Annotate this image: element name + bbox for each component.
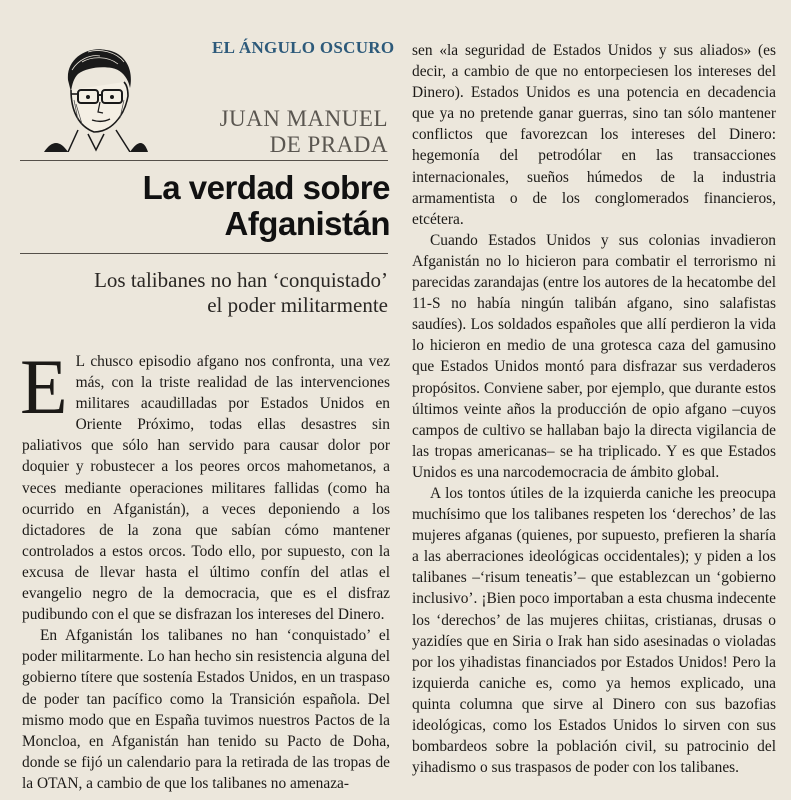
article-body-left	[20, 343, 390, 794]
paragraph-4: Cuando Estados Unidos y sus colonias invadieron Afganistán no lo hicieron para combatir el terrorismo ni parecidas zarandajas (entre los autores de la hecatombe del 11-S no había ningún talibán afgano, sino salafistas saudíes). Los soldados españoles que allí perdieron la vida lo hicieron en medio de una grotesca caza del gamusino que Estados Unidos montó para disfrazar sus verdaderos propósitos. Conviene saber, por ejemplo, que durante estos últimos veinte años la producción de opio afgano –cuyos campos de cultivo se hallaban bajo la directa vigilancia de las tropas americanas– se ha triplicado. Y es que Estados Unidos es una narcodemocracia de ámbito global.	[412, 231, 776, 481]
headline-line-1: La verdad sobre	[142, 169, 390, 206]
divider-middle	[20, 253, 388, 254]
section-label: EL ÁNGULO OSCURO	[212, 38, 395, 57]
subhead-line-1: Los talibanes no han ‘conquistado’	[94, 268, 388, 292]
paragraph-2: En Afganistán los talibanes no han ‘conquistado’ el poder militarmente. Lo han hecho sin resistencia alguna del gobierno títere que sostenía Estados Unidos, en un traspaso de poder tan pacífico como la Transición española. Del mismo modo que en España tuvimos nuestros Pactos de la Moncloa, en Afganistán han tenido su Pacto de Doha, donde se fijó un calendario para la retirada de las tropas de la OTAN, a cambio de que los talibanes no amenaza-	[22, 627, 390, 792]
paragraph-3: sen «la seguridad de Estados Unidos y sus aliados» (es decir, a cambio de que no entorpeciesen los intereses del Dinero). Estados Unidos es una potencia en decadencia que ya no pretende ganar guerras, sino tan sólo mantener conflictos que favorezcan los intereses del Dinero: hegemonía del petrodólar en las transacciones internacionales, sueños húmedos de la industria armamentista o de los conglomerados financieros, etcétera.	[412, 42, 776, 228]
divider-top	[20, 160, 388, 161]
author-portrait-illustration	[38, 40, 148, 152]
headline	[60, 170, 390, 242]
subhead-line-2: el poder militarmente	[207, 293, 388, 317]
author-name	[200, 106, 388, 158]
paragraph-5: A los tontos útiles de la izquierda caniche les preocupa muchísimo que los talibanes respeten los ‘derechos’ de las mujeres afganas (quienes, por supuesto, prefieren la sharía a las aberraciones ideológicas occidentales); y piden a los talibanes –‘risum teneatis’– que establezcan un ‘gobierno inclusivo’. ¡Bien poco importaban a esta chusma indecente los ‘derechos’ de las mujeres chiitas, cristianas, drusas o yazidíes que en Siria o Irak han sido asesinadas o violadas por los yihadistas financiados por Estados Unidos! Pero la izquierda caniche es, como ya hemos explicado, una quinta columna que sirve al Dinero con sus bazofias ideológicas, como los Estados Unidos lo sirven con sus bombardeos sobre la población civil, su patrocinio del yihadismo o sus traspasos de poder con los talibanes.	[412, 484, 776, 777]
paragraph-1	[20, 343, 390, 625]
paragraph-1-text: L chusco episodio afgano nos confronta, una vez más, con la triste realidad de las intervenciones militares acaudilladas por Estados Unidos en Oriente Próximo, todas ellas desastres sin paliativos que sólo han servido para causar dolor por doquier y robustecer a los peores orcos mahometanos, a veces mediante operaciones militares fallidas (como ha ocurrido en Afganistán), a veces deponiendo a los dictadores de la zona que sabían cómo mantener controlados a estos orcos. Todo ello, por supuesto, con la excusa de llevar hasta el último confín del atlas el evangelio negro de la democracia, que es el disfraz pudibundo con el que se disfrazan los intereses del Dinero.	[22, 353, 390, 624]
headline-line-2: Afganistán	[224, 205, 390, 242]
author-first-name: JUAN MANUEL	[219, 106, 388, 131]
drop-cap: E	[20, 343, 68, 430]
article-body-right	[412, 40, 776, 778]
author-last-name: DE PRADA	[269, 132, 388, 157]
subheadline	[30, 268, 388, 318]
